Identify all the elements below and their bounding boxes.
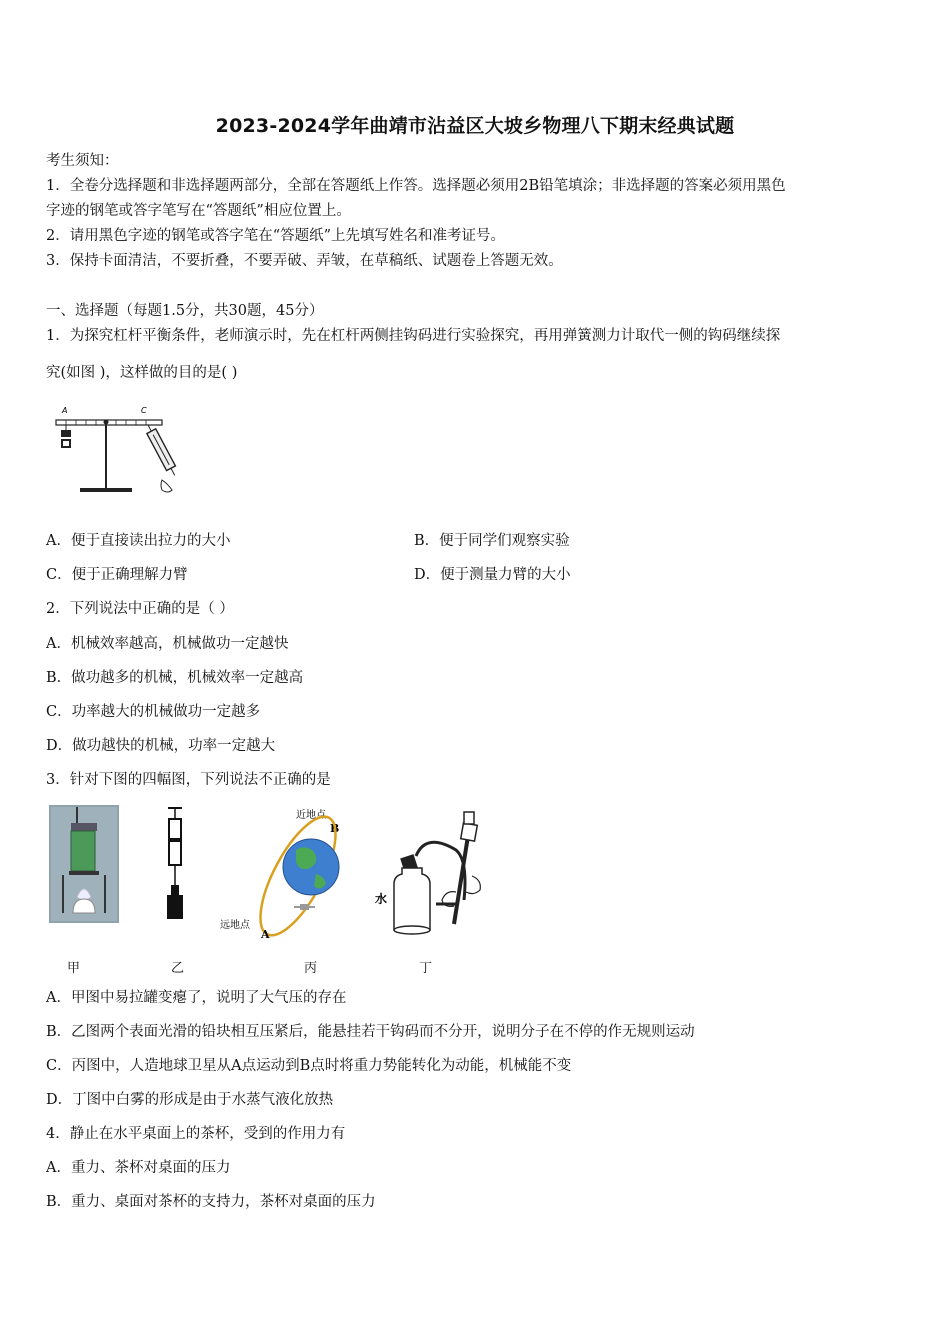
label-point-b: B — [330, 822, 340, 835]
lever-label-c: C — [141, 406, 147, 415]
q1-option-d[interactable]: D．便于测量力臂的大小 — [414, 567, 571, 583]
label-perigee: 近地点 — [296, 810, 326, 821]
label-water: 水 — [375, 892, 388, 906]
caption-yi: 乙 — [171, 961, 185, 976]
q4-option-b[interactable]: B．重力、桌面对茶杯的支持力，茶杯对桌面的压力 — [46, 1194, 376, 1210]
q2-option-a[interactable]: A．机械效率越高，机械做功一定越快 — [46, 636, 289, 652]
q4-option-a[interactable]: A．重力、茶杯对桌面的压力 — [46, 1160, 231, 1176]
caption-bing: 丙 — [304, 961, 318, 976]
lever-figure — [44, 402, 194, 502]
q2-option-c[interactable]: C．功率越大的机械做功一定越多 — [46, 704, 261, 720]
notice-item-3: 3．保持卡面清洁，不要折叠，不要弄破、弄皱，在草稿纸、试题卷上答题无效。 — [46, 253, 563, 269]
q1-stem-line2: 究(如图 )，这样做的目的是( ) — [46, 365, 238, 381]
caption-ding: 丁 — [419, 961, 433, 976]
label-apogee: 远地点 — [220, 920, 250, 931]
q2-stem: 2．下列说法中正确的是（ ） — [46, 601, 234, 617]
q1-option-a[interactable]: A．便于直接读出拉力的大小 — [46, 533, 231, 549]
q2-option-b[interactable]: B．做功越多的机械，机械效率一定越高 — [46, 670, 304, 686]
q3-option-c[interactable]: C．丙图中，人造地球卫星从A点运动到B点时将重力势能转化为动能，机械能不变 — [46, 1058, 572, 1074]
notice-item-2: 2．请用黑色字迹的钢笔或答字笔在“答题纸”上先填写姓名和准考证号。 — [46, 228, 506, 244]
q1-option-b[interactable]: B．便于同学们观察实验 — [414, 533, 570, 549]
label-point-a: A — [261, 928, 270, 941]
q1-option-c[interactable]: C．便于正确理解力臂 — [46, 567, 188, 583]
q3-option-d[interactable]: D．丁图中白雾的形成是由于水蒸气液化放热 — [46, 1092, 334, 1108]
q3-option-b[interactable]: B．乙图两个表面光滑的铅块相互压紧后，能悬挂若干钩码而不分开，说明分子在不停的作无规则运动 — [46, 1024, 695, 1040]
figure-jia — [49, 805, 119, 923]
q3-option-a[interactable]: A．甲图中易拉罐变瘪了，说明了大气压的存在 — [46, 990, 347, 1006]
figure-ding — [372, 806, 502, 940]
page-title: 2023-2024学年曲靖市沾益区大坡乡物理八下期末经典试题 — [215, 115, 735, 137]
q3-stem: 3．针对下图的四幅图，下列说法不正确的是 — [46, 772, 331, 788]
caption-jia: 甲 — [67, 961, 81, 976]
notice-item-1: 1．全卷分选择题和非选择题两部分，全部在答题纸上作答。选择题必须用2B铅笔填涂；非选择题的答案必须用黑色 — [46, 178, 786, 194]
figure-yi — [158, 805, 192, 923]
notice-heading: 考生须知： — [46, 153, 119, 169]
notice-item-1-cont: 字迹的钢笔或答字笔写在“答题纸”相应位置上。 — [46, 203, 351, 219]
lever-label-a: A — [62, 406, 68, 415]
figure-bing — [218, 802, 348, 942]
q1-stem-line1: 1．为探究杠杆平衡条件，老师演示时，先在杠杆两侧挂钩码进行实验探究，再用弹簧测力计取代一侧的钩码继续探 — [46, 328, 781, 344]
q2-option-d[interactable]: D．做功越快的机械，功率一定越大 — [46, 738, 276, 754]
section-heading: 一、选择题（每题1.5分，共30题，45分） — [46, 303, 324, 319]
q4-stem: 4．静止在水平桌面上的茶杯，受到的作用力有 — [46, 1126, 346, 1142]
